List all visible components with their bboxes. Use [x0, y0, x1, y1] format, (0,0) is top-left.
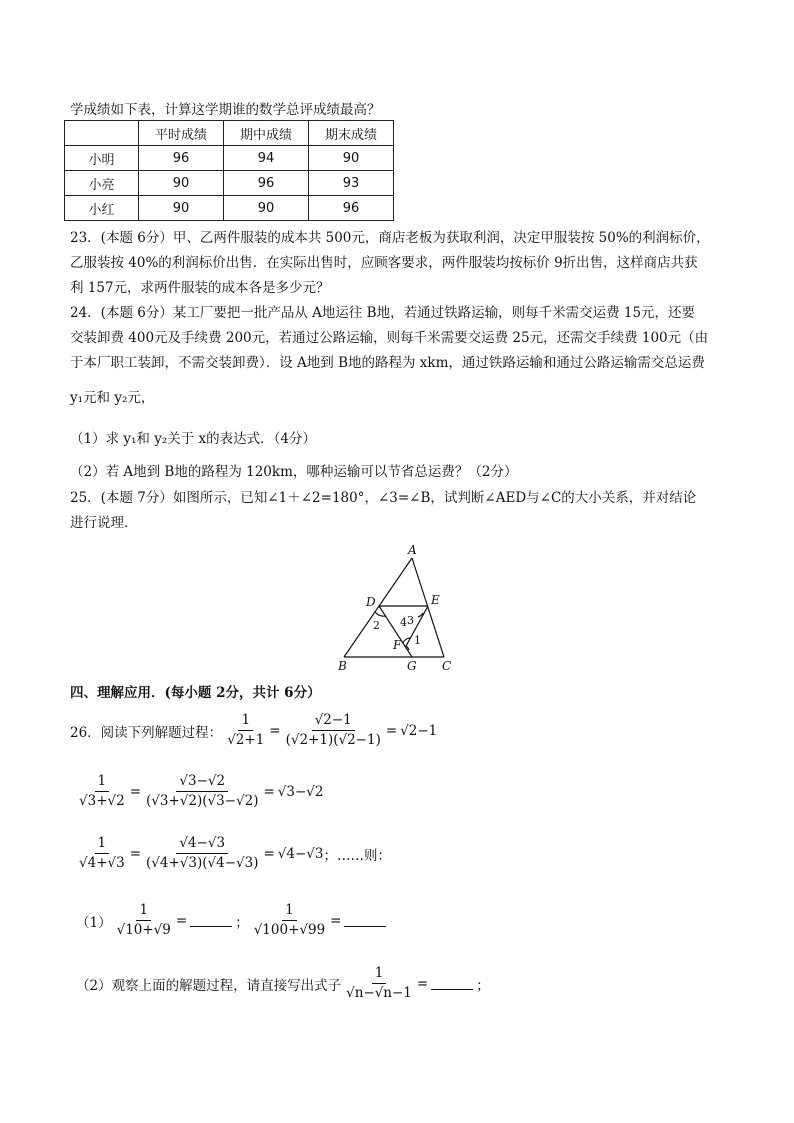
fraction [76, 835, 128, 872]
part-label: （2）观察上面的解题过程，请直接写出式子 [76, 977, 342, 994]
answer-blank[interactable] [344, 914, 386, 927]
table-header-cell: 期中成绩 [224, 121, 309, 146]
fraction-denominator: √2+1 [227, 732, 265, 748]
table-row [65, 146, 394, 171]
q26-example-2: $\frac{1}{√3+√2}$ = $\frac{√3-√2}{(√3+√2)(√3-√2)}$ = √3−√2 [74, 773, 324, 810]
q25-line-1: 25．(本题 7分）如图所示，已知∠1＋∠2=180°，∠3=∠B，试判断∠AED与∠C的大小关系，并对结论 [70, 490, 697, 506]
fraction-numerator: √3−√2 [176, 773, 228, 792]
table-cell: 96 [309, 196, 394, 221]
label-angle-1: 1 [414, 634, 421, 647]
fraction-denominator: √3+√2 [79, 793, 125, 809]
label-g: G [407, 659, 417, 672]
label-angle-4: 4 [400, 616, 407, 629]
table-cell: 94 [224, 146, 309, 171]
intro-line: 学成绩如下表，计算这学期谁的数学总评成绩最高？ [70, 102, 381, 118]
fraction-denominator: (√3+√2)(√3−√2) [146, 793, 259, 809]
table-row [65, 171, 394, 196]
label-angle-2: 2 [373, 619, 380, 632]
q26-part-1: （1） $\frac{1}{√10+√9}$ = ； $\frac{1}{√100+√99}$ = [76, 902, 389, 939]
fraction [251, 902, 328, 939]
label-d: D [366, 595, 376, 609]
fraction-numerator: √4−√3 [176, 835, 228, 854]
separator: ； [235, 914, 249, 931]
fraction-numerator: 1 [95, 835, 110, 854]
part-label: （1） [76, 914, 112, 931]
table-header-row [65, 121, 394, 146]
separator: ； [476, 977, 490, 994]
ellipsis-then: ；……则： [323, 847, 391, 864]
label-c: C [442, 659, 452, 672]
label-angle-3: 3 [407, 614, 414, 627]
fraction-denominator: √n−√n−1 [346, 985, 412, 1001]
q23-line-3: 利 157元，求两件服装的成本各是多少元？ [70, 280, 330, 296]
fraction [114, 902, 174, 939]
q24-sub-2: （2）若 A地到 B地的路程为 120km，哪种运输可以节省总运费？（2分） [70, 464, 518, 480]
fraction-denominator: (√2+1)(√2−1) [285, 732, 381, 748]
q24-line-4: y₁元和 y₂元， [70, 390, 155, 406]
triangle-figure [330, 540, 470, 672]
table-cell: 96 [224, 171, 309, 196]
fraction-denominator: √10+√9 [116, 922, 171, 938]
result: √2−1 [400, 722, 438, 739]
answer-blank[interactable] [190, 914, 232, 927]
table-cell: 小红 [65, 196, 139, 221]
fraction-denominator: (√4+√3)(√4−√3) [146, 855, 259, 871]
q24-line-2: 交装卸费 400元及手续费 200元，若通过公路运输，则每千米需要交运费 25元，还需交手续费 100元（由 [70, 330, 709, 346]
table-cell: 90 [139, 196, 224, 221]
table-cell: 小明 [65, 146, 139, 171]
fraction-numerator: 1 [95, 773, 110, 792]
q26-part-2: （2）观察上面的解题过程，请直接写出式子 $\frac{1}{√n-√n-1}$ = ； [76, 965, 490, 1001]
label-a: A [408, 543, 417, 557]
fraction-numerator: √2−1 [312, 712, 355, 731]
section-4-heading: 四、理解应用．(每小题 2分，共计 6分） [70, 685, 321, 701]
q24-sub-1: （1）求 y₁和 y₂关于 x的表达式．（4分） [70, 431, 316, 447]
q24-line-1: 24．(本题 6分）某工厂要把一批产品从 A地运往 B地，若通过铁路运输，则每千米需交运费 15元，还要 [70, 305, 696, 321]
fraction-denominator: √100+√99 [253, 922, 326, 938]
label-e: E [431, 593, 440, 607]
fraction-numerator: 1 [372, 965, 387, 984]
q24-line-3: 于本厂职工装卸，不需交装卸费）．设 A地到 B地的路程为 xkm，通过铁路运输和通过公路运输需交总运费 [70, 355, 705, 371]
table-cell: 90 [309, 146, 394, 171]
fraction [143, 835, 261, 872]
q23-line-1: 23．(本题 6分）甲、乙两件服装的成本共 500元，商店老板为获取利润，决定甲服装按 50%的利润标价， [70, 230, 710, 246]
q23-line-2: 乙服装按 40%的利润标价出售．在实际出售时，应顾客要求，两件服装均按标价 9折出售，这样商店共获 [70, 255, 698, 271]
fraction [224, 712, 267, 749]
label-b: B [338, 659, 347, 672]
answer-blank[interactable] [431, 977, 473, 990]
q26-intro: 26．阅读下列解题过程： [70, 724, 223, 741]
table-row [65, 196, 394, 221]
table-header-cell: 平时成绩 [139, 121, 224, 146]
q25-line-2: 进行说理． [70, 515, 138, 531]
table-cell: 93 [309, 171, 394, 196]
table-cell: 90 [224, 196, 309, 221]
fraction-numerator: 1 [282, 902, 297, 921]
table-cell: 小亮 [65, 171, 139, 196]
fraction [143, 773, 261, 810]
table-cell: 96 [139, 146, 224, 171]
q26-example-3: $\frac{1}{√4+√3}$ = $\frac{√4-√3}{(√4+√3)(√4-√3)}$ = √4−√3 ；……则： [74, 835, 391, 872]
fraction [76, 773, 128, 810]
fraction-denominator: √4+√3 [79, 855, 125, 871]
result: √3−√2 [277, 783, 324, 800]
label-f: F [393, 638, 402, 652]
fraction [283, 712, 384, 749]
fraction [343, 965, 415, 1002]
table-cell: 90 [139, 171, 224, 196]
score-table [64, 120, 394, 221]
fraction-numerator: 1 [238, 712, 253, 731]
result: √4−√3 [277, 845, 324, 862]
fraction-numerator: 1 [136, 902, 151, 921]
q26-example-1: 26．阅读下列解题过程： $\frac{1}{√2+1}$ = $\frac{√2-1}{(√2+1)(√2-1)}$ = √2−1 [70, 712, 438, 748]
table-header-cell [65, 121, 139, 146]
table-header-cell: 期末成绩 [309, 121, 394, 146]
